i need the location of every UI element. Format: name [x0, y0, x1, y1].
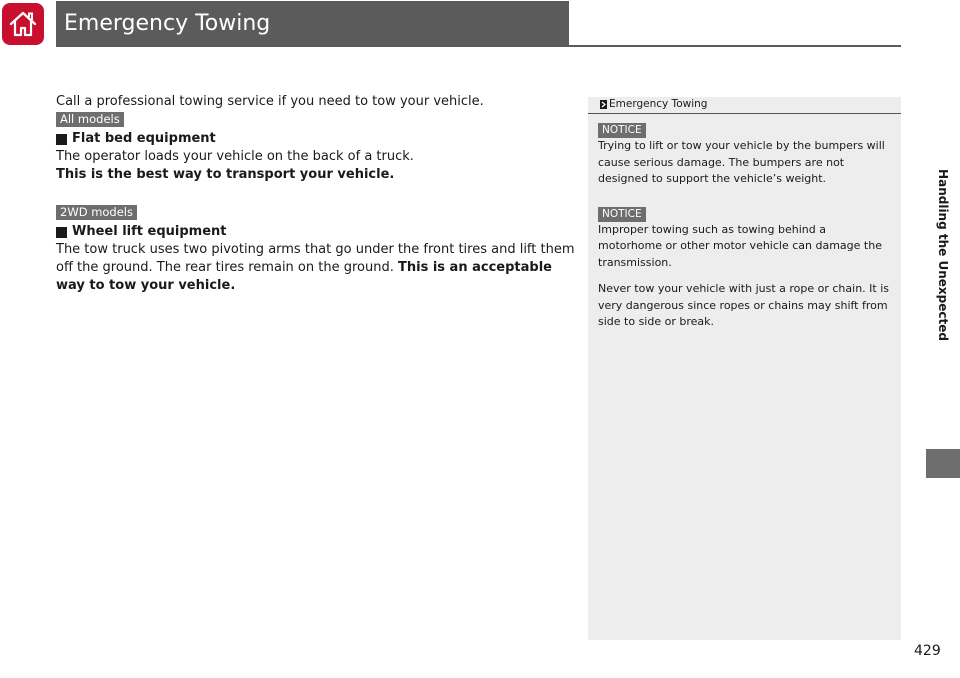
intro-text: Call a professional towing service if you need to tow your vehicle.: [56, 94, 484, 109]
reference-marker-icon: [600, 100, 607, 109]
section-bold-text: This is the best way to transport your vehicle.: [56, 167, 395, 182]
note-text: Never tow your vehicle with just a rope or chain. It is very dangerous since ropes or chains may shift from side to side or break.: [598, 282, 890, 328]
notice-badge: NOTICE: [598, 207, 646, 222]
notice-text: Trying to lift or tow your vehicle by the bumpers will cause serious damage. The bumpers are not designed to support the vehicle’s weight.: [598, 139, 885, 185]
section-heading-text: Flat bed equipment: [72, 131, 216, 146]
sidebar-heading: Emergency Towing: [588, 97, 901, 114]
section-bold-text: This is an acceptable way to tow your vehicle.: [56, 260, 552, 293]
model-badge: 2WD models: [56, 205, 137, 220]
main-content: [56, 93, 576, 295]
section-heading-text: Wheel lift equipment: [72, 224, 227, 239]
chapter-tab-label: Handling the Unexpected: [936, 169, 951, 341]
title-divider: [56, 45, 901, 47]
section-text: The operator loads your vehicle on the back of a truck.: [56, 149, 414, 164]
page-number: 429: [914, 643, 941, 659]
square-bullet-icon: [56, 134, 67, 145]
section-heading: [56, 223, 576, 241]
page-title: Emergency Towing: [56, 1, 569, 46]
section-wheel-lift: [56, 204, 576, 295]
section-flat-bed: [56, 111, 576, 184]
notice-text: Improper towing such as towing behind a motorhome or other motor vehicle can damage the transmission.: [598, 222, 882, 269]
section-text: The tow truck uses two pivoting arms that go under the front tires and lift them off the ground. The rear tires remain on the ground. This is an acceptable way to tow your vehicle.: [56, 242, 575, 293]
chapter-tab-marker[interactable]: [926, 449, 960, 478]
square-bullet-icon: [56, 227, 67, 238]
home-button[interactable]: [2, 3, 44, 45]
model-badge: All models: [56, 112, 124, 127]
sidebar-notes: [588, 97, 901, 640]
house-icon: [8, 9, 38, 39]
section-heading: [56, 130, 576, 148]
chapter-tab[interactable]: [926, 60, 960, 450]
notice-badge: NOTICE: [598, 123, 646, 138]
